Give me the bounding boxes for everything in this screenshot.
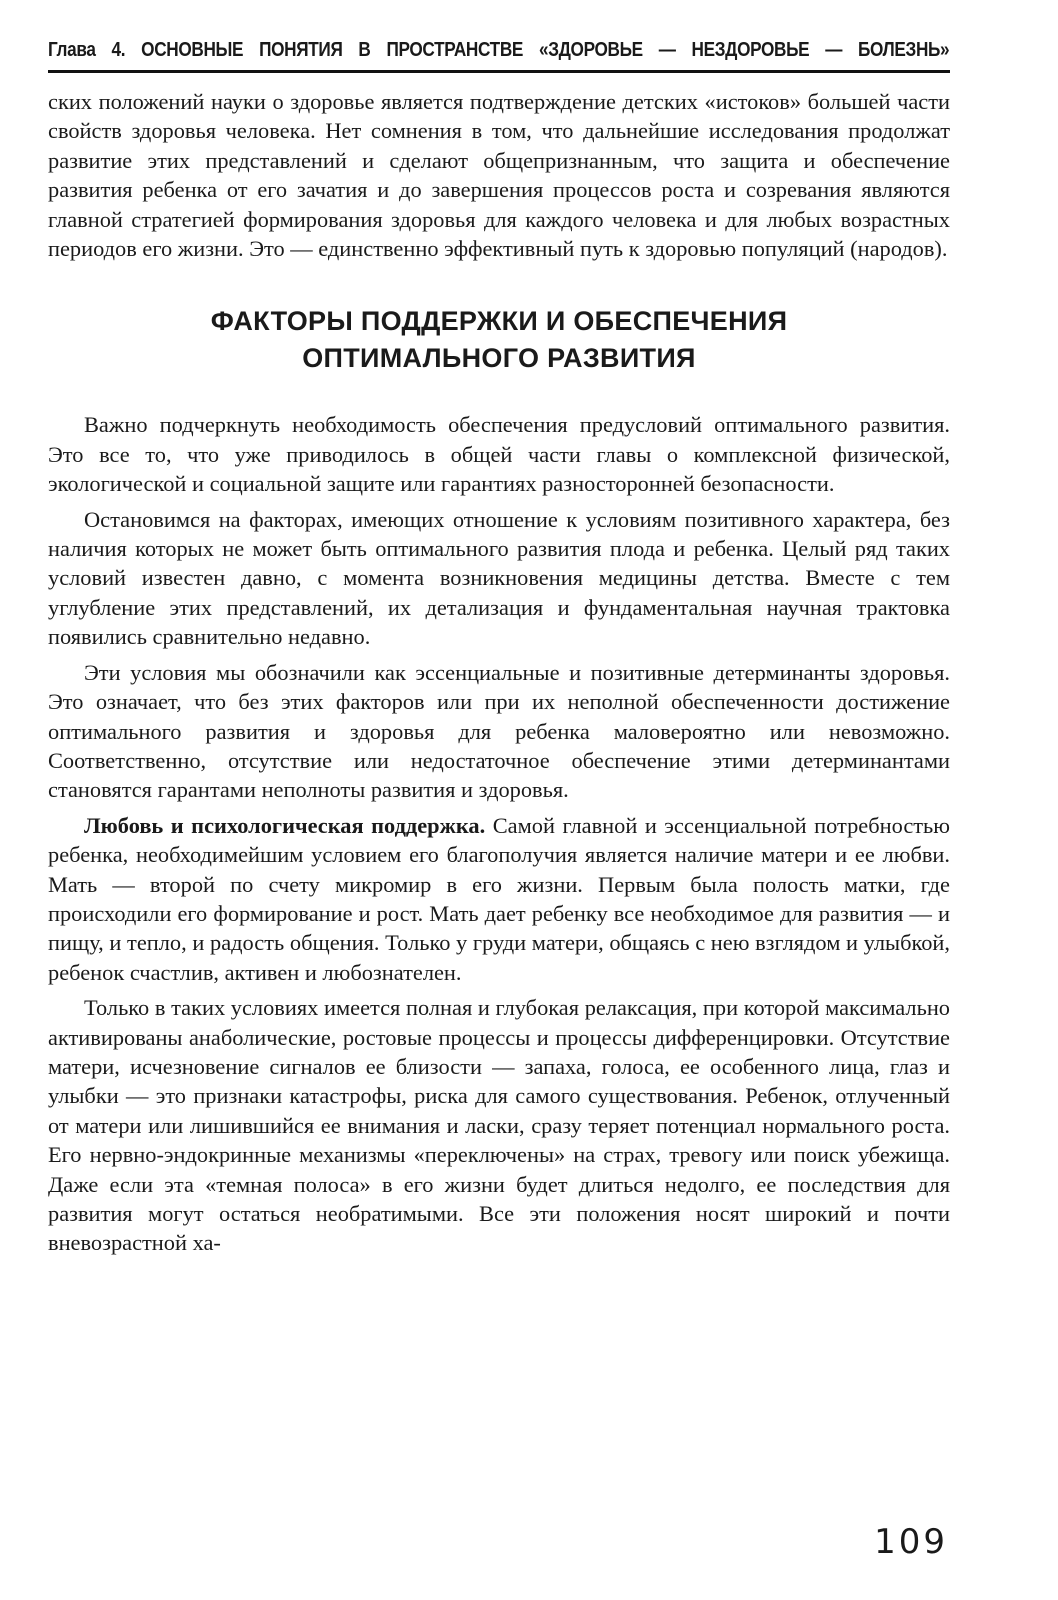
paragraph-3: Эти условия мы обозначили как эссенциальные и позитивные детерминанты здоровья. Это означает, что без этих факторов или при их неполной обеспеченности достижение оптимального развития и здоровья для ребенка маловероятно или невозможно. Соответственно, отсутствие или недостаточное обеспечение этими детерминантами становятся гарантами неполноты развития и здоровья. [48, 659, 950, 803]
paragraph-1: Важно подчеркнуть необходимость обеспечения предусловий оптимального развития. Это все то, что уже приводилось в общей части главы о комплексной физической, экологической и социальной защите или гарантиях разносторонней безопасности. [48, 412, 950, 497]
body-text [48, 87, 950, 1258]
paragraph-2: Остановимся на факторах, имеющих отношение к условиям позитивного характера, без наличия которых не может быть оптимального развития плода и ребенка. Целый ряд таких условий известен давно, с момента возникновения медицины детства. Вместе с тем углубление этих представлений, их детализация и фундаментальная научная трактовка появились сравнительно недавно. [48, 506, 950, 650]
section-title-line-1: ФАКТОРЫ ПОДДЕРЖКИ И ОБЕСПЕЧЕНИЯ [210, 306, 788, 337]
section-title-line-2: ОПТИМАЛЬНОГО РАЗВИТИЯ [302, 343, 696, 374]
love-text: Самой главной и эссенциальной потребностью ребенка, необходимейшим условием его благополучия является наличие матери и ее любви. Мать — второй по счету микромир в его жизни. Первым была полость матки, где происходили его формирование и рост. Мать дает ребенку все необходимое для развития — и пищу, и тепло, и радость общения. Только у груди матери, общаясь с нею взглядом и улыбкой, ребенок счастлив, активен и любознателен. [48, 812, 950, 985]
paragraph-love [48, 811, 950, 987]
page-number: 109 [874, 1522, 948, 1562]
section-title [48, 303, 950, 377]
running-head: Глава 4. ОСНОВНЫЕ ПОНЯТИЯ В ПРОСТРАНСТВЕ «ЗДОРОВЬЕ — НЕЗДОРОВЬЕ — БОЛЕЗНЬ» [48, 39, 950, 61]
intro-paragraph: ских положений науки о здоровье является подтверждение детских «истоков» большей части свойств здоровья человека. Нет сомнения в том, что дальнейшие исследования продолжат развитие этих представлений и сделают общепризнанным, что защита и обеспечение развития ребенка от его зачатия и до завершения процессов роста и созревания являются главной стратегией формирования здоровья для каждого человека и для любых возрастных периодов его жизни. Это — единственно эффективный путь к здоровью популяций (народов). [48, 89, 950, 262]
book-page [48, 36, 950, 1258]
header-rule [48, 70, 950, 73]
paragraph-last: Только в таких условиях имеется полная и глубокая релаксация, при которой максимально активированы анаболические, ростовые процессы и процессы дифференцировки. Отсутствие матери, исчезновение сигналов ее близости — запаха, голоса, ее особенного лица, глаз и улыбки — это признаки катастрофы, риска для самого существования. Ребенок, отлученный от матери или лишившийся ее внимания и ласки, сразу теряет потенциал нормального роста. Его нервно-эндокринные механизмы «переключены» на страх, тревогу или поиск убежища. Даже если эта «темная полоса» в его жизни будет длиться недолго, ее последствия для развития могут остаться необратимыми. Все эти положения носят широкий и почти вневозрастной ха- [48, 995, 950, 1256]
love-lead-in: Любовь и психологическая поддержка. [84, 812, 486, 838]
